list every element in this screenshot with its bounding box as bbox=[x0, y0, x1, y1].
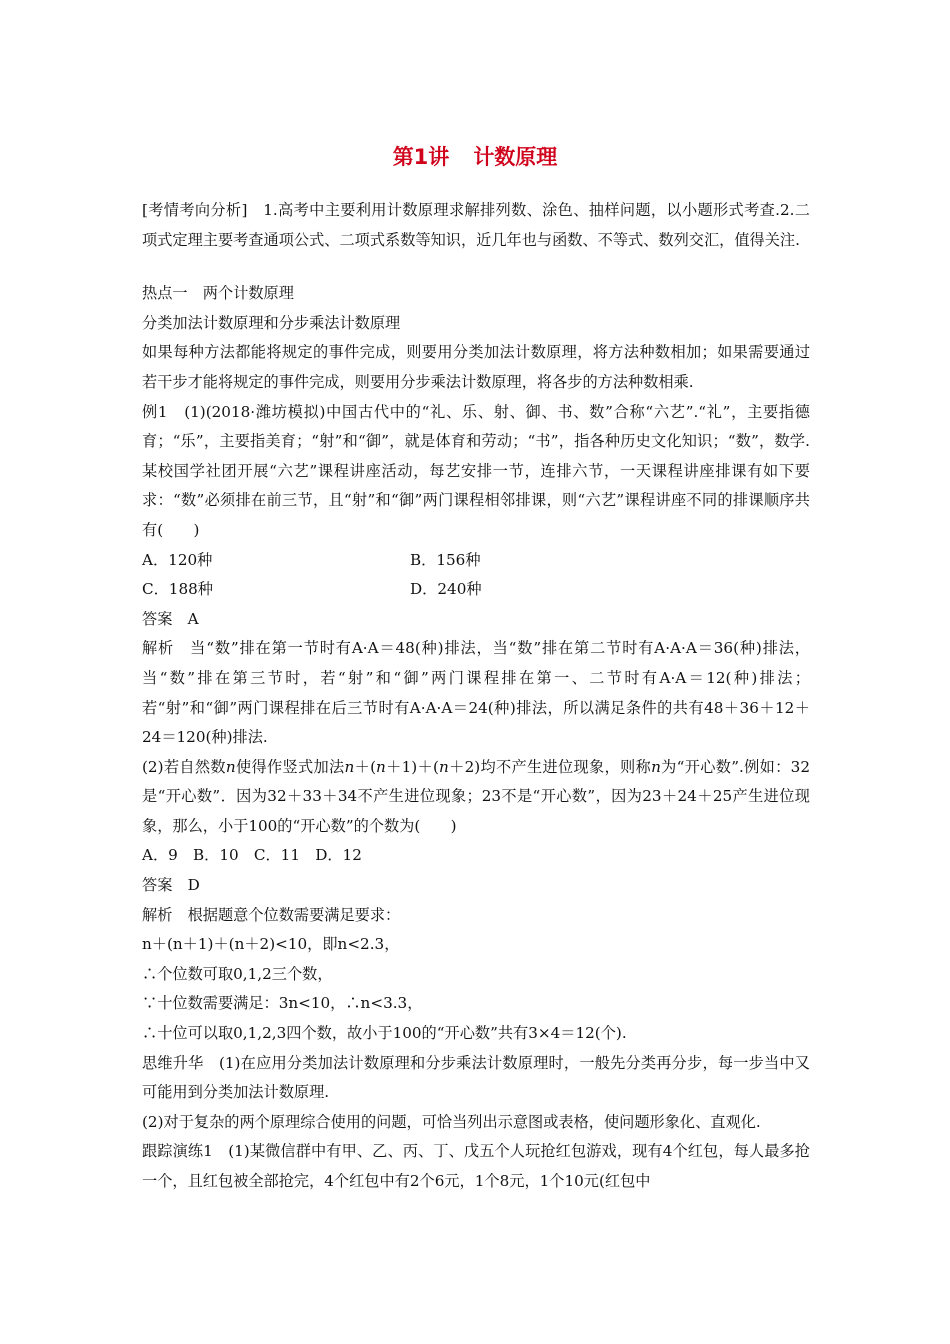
analysis-line-c: ∵十位数需要满足：3n<10，∴n<3.3， bbox=[142, 994, 423, 1013]
example1-answer1: 答案 A bbox=[142, 609, 199, 628]
option-a: A．120种 bbox=[142, 550, 213, 569]
example1-options-row1 bbox=[142, 546, 810, 576]
option-b: B．156种 bbox=[410, 550, 481, 569]
analysis-line-b: ∴个位数可取0,1,2三个数， bbox=[142, 964, 333, 983]
summary-paragraph2: (2)对于复杂的两个原理综合使用的问题，可恰当列出示意图或表格，使问题形象化、直观化. bbox=[142, 1112, 761, 1131]
document-body bbox=[142, 196, 810, 1197]
option-c: C．188种 bbox=[142, 580, 213, 599]
hotspot-heading: 热点一 两个计数原理 bbox=[142, 284, 294, 303]
example1-question2-options: A．9 B．10 C．11 D．12 bbox=[142, 846, 362, 865]
lesson-number: 第1讲 bbox=[392, 145, 450, 169]
example1-analysis1: 解析 当“数”排在第一节时有A·A＝48(种)排法，当“数”排在第二节时有A·A·A＝36(种)排法，当“数”排在第三节时，若“射”和“御”两门课程排在第一、二节时有A·A＝12(种)排法；若“射”和“御”两门课程排在后三节时有A·A·A＝24(种)排法，所以满足条件的共有48＋36＋12＋24＝120(种)排法. bbox=[142, 639, 810, 747]
example1-analysis2: 解析 根据题意个位数需要满足要求： bbox=[142, 905, 401, 924]
example1-question1: 例1 (1)(2018·潍坊模拟)中国古代中的“礼、乐、射、御、书、数”合称“六艺”.“礼”，主要指德育；“乐”，主要指美育；“射”和“御”，就是体育和劳动；“书”，指各种历史文化知识；“数”，数学.某校国学社团开展“六艺”课程讲座活动，每艺安排一节，连排六节，一天课程讲座排课有如下要求：“数”必须排在前三节，且“射”和“御”两门课程相邻排课，则“六艺”课程讲座不同的排课顺序共有( ) bbox=[142, 402, 810, 539]
example1-question2: (2)若自然数n使得作竖式加法n＋(n＋1)＋(n＋2)均不产生进位现象，则称n为“开心数”.例如：32是“开心数”．因为32＋33＋34不产生进位现象；23不是“开心数”，因为23＋24＋25产生进位现象，那么，小于100的“开心数”的个数为( ) bbox=[142, 757, 811, 835]
example1-options-row2 bbox=[142, 575, 810, 605]
lesson-topic: 计数原理 bbox=[473, 145, 558, 169]
analysis-line-d: ∴十位可以取0,1,2,3四个数，故小于100的“开心数”共有3×4＝12(个). bbox=[142, 1024, 627, 1043]
analysis-line-a: n＋(n＋1)＋(n＋2)<10，即n<2.3， bbox=[142, 935, 400, 954]
page-title bbox=[0, 143, 950, 171]
exercise1-question1: 跟踪演练1 (1)某微信群中有甲、乙、丙、丁、戊五个人玩抢红包游戏，现有4个红包，每人最多抢一个，且红包被全部抢完，4个红包中有2个6元，1个8元，1个10元(红包中 bbox=[142, 1142, 810, 1190]
hotspot-description: 如果每种方法都能将规定的事件完成，则要用分类加法计数原理，将方法种数相加；如果需要通过若干步才能将规定的事件完成，则要用分步乘法计数原理，将各步的方法种数相乘. bbox=[142, 343, 810, 391]
option-d: D．240种 bbox=[410, 580, 482, 599]
example1-answer2: 答案 D bbox=[142, 876, 200, 895]
summary-paragraph1: 思维升华 (1)在应用分类加法计数原理和分步乘法计数原理时，一般先分类再分步，每一步当中又可能用到分类加法计数原理. bbox=[142, 1053, 810, 1102]
exam-analysis-intro: [考情考向分析] 1.高考中主要利用计数原理求解排列数、涂色、抽样问题，以小题形式考查.2.二项式定理主要考查通项公式、二项式系数等知识，近几年也与函数、不等式、数列交汇，值得关注. bbox=[142, 201, 810, 249]
hotspot-subheading: 分类加法计数原理和分步乘法计数原理 bbox=[142, 313, 401, 332]
